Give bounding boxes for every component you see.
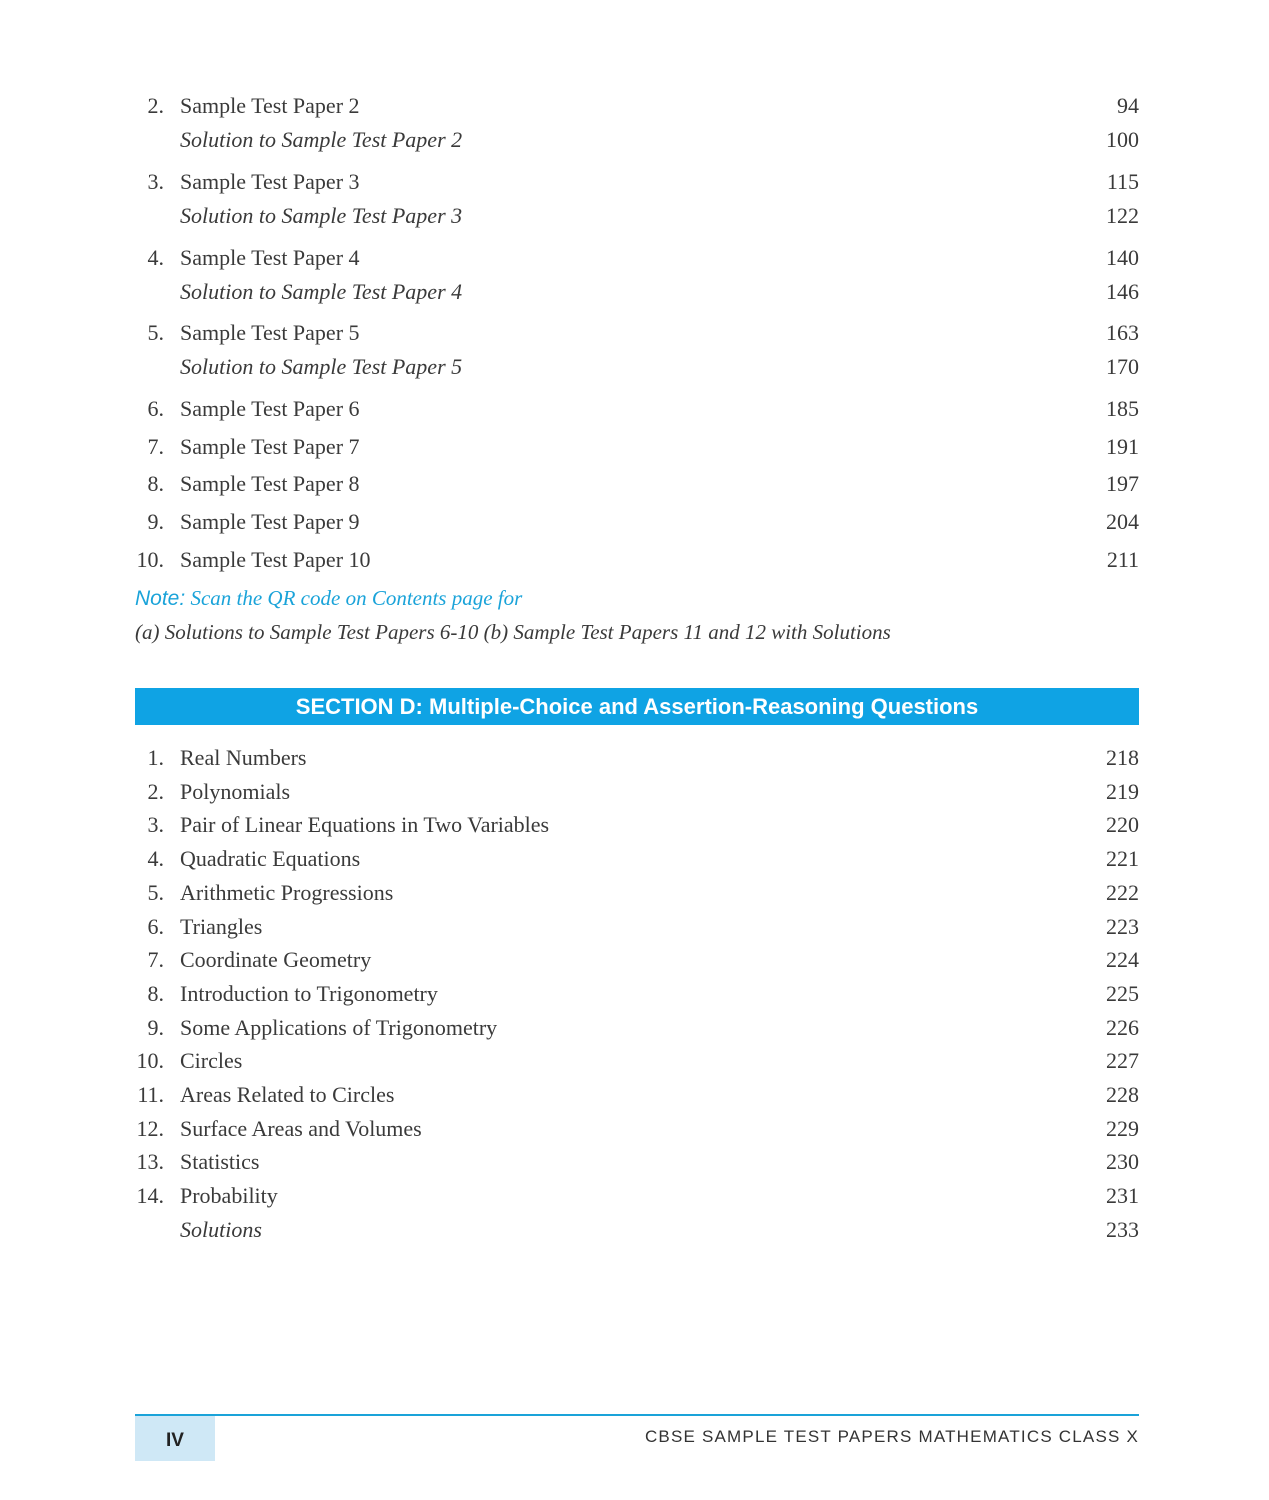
toc-number: 10. [136,1048,164,1073]
toc-title: Sample Test Paper 3 [180,169,360,194]
toc-page: 115 [1106,169,1139,194]
toc-title: Solution to Sample Test Paper 4 [180,279,463,304]
toc-title: Arithmetic Progressions [180,880,394,905]
toc-entry[interactable] [135,808,1139,842]
toc-number: 6. [147,914,164,939]
toc-entry[interactable] [135,876,1139,910]
toc-title: Polynomials [180,779,291,804]
toc-title: Sample Test Paper 10 [180,547,371,572]
toc-number: 1. [147,745,164,770]
toc-page: 204 [1106,509,1139,534]
toc-page: 185 [1106,396,1139,421]
toc-page: 220 [1106,812,1139,837]
note-detail: (a) Solutions to Sample Test Papers 6-10 (b) Sample Test Papers 11 and 12 with Solutions [135,620,891,644]
toc-number: 7. [147,947,164,972]
toc-entry[interactable] [135,1145,1139,1179]
toc-page: 225 [1106,981,1139,1006]
toc-page: 226 [1106,1015,1139,1040]
toc-title: Areas Related to Circles [180,1082,395,1107]
toc-number: 8. [147,471,164,496]
toc-number: 9. [147,509,164,534]
toc-title: Pair of Linear Equations in Two Variables [180,812,550,837]
toc-entry[interactable] [135,392,1139,426]
toc-page: 94 [1117,93,1139,118]
toc-page: 191 [1106,434,1139,459]
toc-number: 8. [147,981,164,1006]
toc-entry[interactable] [135,977,1139,1011]
toc-title: Solution to Sample Test Paper 2 [180,127,463,152]
toc-page: 231 [1106,1183,1139,1208]
toc-solution-entry[interactable] [135,199,1139,233]
toc-entry[interactable] [135,1112,1139,1146]
toc-title: Solutions [180,1217,262,1242]
toc-page: 146 [1106,279,1139,304]
footer-rule [135,1414,1139,1416]
toc-title: Sample Test Paper 8 [180,471,360,496]
toc-number: 13. [136,1149,164,1174]
toc-entry[interactable] [135,910,1139,944]
toc-title: Triangles [180,914,263,939]
toc-title: Sample Test Paper 6 [180,396,360,421]
toc-solution-entry[interactable] [135,123,1139,157]
toc-title: Probability [180,1183,278,1208]
toc-title: Some Applications of Trigonometry [180,1015,498,1040]
toc-entry[interactable] [135,1044,1139,1078]
toc-title: Solution to Sample Test Paper 5 [180,354,463,379]
toc-title: Introduction to Trigonometry [180,981,438,1006]
toc-title: Sample Test Paper 7 [180,434,360,459]
toc-number: 2. [147,93,164,118]
toc-title: Circles [180,1048,243,1073]
toc-title: Sample Test Paper 9 [180,509,360,534]
toc-entry[interactable] [135,241,1139,275]
toc-title: Sample Test Paper 4 [180,245,360,270]
toc-entry[interactable] [135,543,1139,577]
toc-number: 3. [147,169,164,194]
toc-number: 2. [147,779,164,804]
toc-page: 100 [1106,127,1139,152]
toc-title: Sample Test Paper 5 [180,320,360,345]
toc-number: 9. [147,1015,164,1040]
toc-entry[interactable] [135,89,1139,123]
toc-page: 140 [1106,245,1139,270]
toc-page: 227 [1106,1048,1139,1073]
toc-page: 224 [1106,947,1139,972]
toc-entry[interactable] [135,505,1139,539]
toc-entry[interactable] [135,741,1139,775]
toc-number: 3. [147,812,164,837]
toc-title: Statistics [180,1149,260,1174]
toc-title: Quadratic Equations [180,846,361,871]
toc-entry[interactable] [135,1011,1139,1045]
toc-page: 222 [1106,880,1139,905]
toc-solution-entry[interactable] [135,275,1139,309]
toc-page: 228 [1106,1082,1139,1107]
toc-page: 229 [1106,1116,1139,1141]
toc-page: 211 [1106,547,1139,572]
note-text: Scan the QR code on Contents page for [190,586,523,610]
toc-page: 230 [1106,1149,1139,1174]
toc-number: 4. [147,245,164,270]
note-label: Note: [135,587,186,610]
toc-title: Coordinate Geometry [180,947,372,972]
toc-entry[interactable] [135,316,1139,350]
toc-page: 197 [1106,471,1139,496]
toc-page: 218 [1106,745,1139,770]
section-heading: SECTION D: Multiple-Choice and Assertion-Reasoning Questions [135,688,1139,725]
toc-entry[interactable] [135,1078,1139,1112]
toc-number: 4. [147,846,164,871]
toc-title: Sample Test Paper 2 [180,93,360,118]
toc-page: 233 [1106,1217,1139,1242]
toc-number: 7. [147,434,164,459]
toc-entry[interactable] [135,430,1139,464]
qr-note [135,582,522,615]
toc-page: 163 [1106,320,1139,345]
toc-number: 6. [147,396,164,421]
toc-entry[interactable] [135,165,1139,199]
toc-number: 10. [136,547,164,572]
toc-title: Solution to Sample Test Paper 3 [180,203,463,228]
toc-entry[interactable] [135,1179,1139,1213]
toc-title: Real Numbers [180,745,307,770]
toc-page: 170 [1106,354,1139,379]
toc-number: 12. [136,1116,164,1141]
toc-page: 223 [1106,914,1139,939]
toc-entry[interactable] [135,467,1139,501]
toc-page: 219 [1106,779,1139,804]
running-footer: CBSE SAMPLE TEST PAPERS MATHEMATICS CLASS X [644,1427,1139,1446]
toc-number: 14. [136,1183,164,1208]
toc-entry[interactable] [135,842,1139,876]
toc-page: 122 [1106,203,1139,228]
toc-title: Surface Areas and Volumes [180,1116,422,1141]
toc-page: 221 [1106,846,1139,871]
toc-entry[interactable] [135,943,1139,977]
toc-number: 5. [147,320,164,345]
toc-number: 5. [147,880,164,905]
toc-solution-entry[interactable] [135,350,1139,384]
toc-entry[interactable] [135,775,1139,809]
toc-solution-entry[interactable] [135,1213,1139,1247]
page-number: IV [135,1416,215,1461]
toc-number: 11. [137,1082,164,1107]
